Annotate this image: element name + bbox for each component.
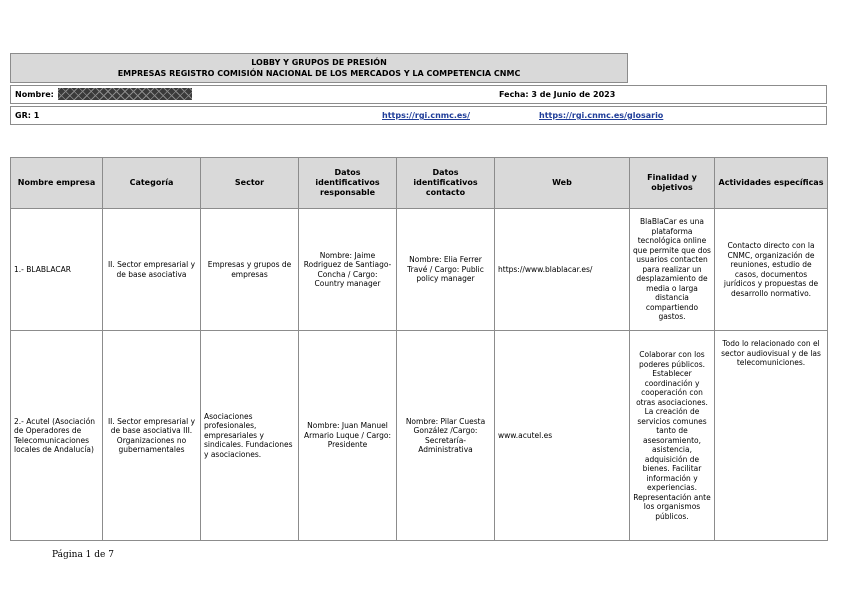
title-line-2: EMPRESAS REGISTRO COMISIÓN NACIONAL DE LOS MERCADOS Y LA COMPETENCIA CNMC bbox=[117, 69, 521, 78]
table-header-row bbox=[11, 158, 828, 209]
cell-categoria: II. Sector empresarial y de base asociativa III. Organizaciones no gubernamentales bbox=[103, 331, 201, 541]
header-responsable: Datos identificativos responsable bbox=[299, 158, 397, 209]
header-categoria: Categoría bbox=[103, 158, 201, 209]
document-title bbox=[10, 53, 628, 83]
redacted-name bbox=[58, 88, 192, 100]
table-row bbox=[11, 209, 828, 331]
cell-categoria: II. Sector empresarial y de base asociativa bbox=[103, 209, 201, 331]
cell-contacto: Nombre: Elia Ferrer Travé / Cargo: Public policy manager bbox=[397, 209, 495, 331]
nombre-label: Nombre: bbox=[15, 90, 54, 99]
header-contacto: Datos identificativos contacto bbox=[397, 158, 495, 209]
lobby-table bbox=[10, 157, 828, 541]
cell-web[interactable]: https://www.blablacar.es/ bbox=[495, 209, 630, 331]
cell-actividades: Todo lo relacionado con el sector audiovisual y de las telecomuniciones. bbox=[715, 331, 828, 541]
glosario-link[interactable]: https://rgi.cnmc.es/glosario bbox=[539, 111, 664, 120]
header-sector: Sector bbox=[201, 158, 299, 209]
cell-nombre: 1.- BLABLACAR bbox=[11, 209, 103, 331]
cell-actividades: Contacto directo con la CNMC, organización de reuniones, estudio de casos, documentos jurídicos y propuestas de desarrollo normativo. bbox=[715, 209, 828, 331]
cell-web[interactable]: www.acutel.es bbox=[495, 331, 630, 541]
cell-finalidad: Colaborar con los poderes públicos. Establecer coordinación y cooperación con otras asociaciones. La creación de servicios comunes tanto de asesoramiento, asistencia, adquisición de bienes. Facilitar información y experiencias. Representación ante los organismos públicos. bbox=[630, 331, 715, 541]
rgi-link[interactable]: https://rgi.cnmc.es/ bbox=[382, 111, 470, 120]
cell-sector: Asociaciones profesionales, empresariales y sindicales. Fundaciones y asociaciones. bbox=[201, 331, 299, 541]
name-date-row bbox=[10, 85, 827, 104]
fecha-text: Fecha: 3 de Junio de 2023 bbox=[499, 90, 616, 99]
cell-responsable: Nombre: Juan Manuel Armario Luque / Cargo: Presidente bbox=[299, 331, 397, 541]
header-web: Web bbox=[495, 158, 630, 209]
header-actividades: Actividades específicas bbox=[715, 158, 828, 209]
header-nombre-empresa: Nombre empresa bbox=[11, 158, 103, 209]
table-row bbox=[11, 331, 828, 541]
cell-responsable: Nombre: Jaime Rodriguez de Santiago-Concha / Cargo: Country manager bbox=[299, 209, 397, 331]
page-number: Página 1 de 7 bbox=[52, 550, 114, 560]
gr-label: GR: 1 bbox=[15, 111, 40, 120]
cell-contacto: Nombre: Pilar Cuesta González /Cargo: Secretaría-Administrativa bbox=[397, 331, 495, 541]
cell-finalidad: BlaBlaCar es una plataforma tecnológica online que permite que dos usuarios contacten para realizar un desplazamiento de media o larga distancia compartiendo gastos. bbox=[630, 209, 715, 331]
title-line-1: LOBBY Y GRUPOS DE PRESIÓN bbox=[251, 58, 387, 67]
header-finalidad: Finalidad y objetivos bbox=[630, 158, 715, 209]
gr-links-row bbox=[10, 106, 827, 125]
cell-nombre: 2.- Acutel (Asociación de Operadores de Telecomunicaciones locales de Andalucía) bbox=[11, 331, 103, 541]
cell-sector: Empresas y grupos de empresas bbox=[201, 209, 299, 331]
